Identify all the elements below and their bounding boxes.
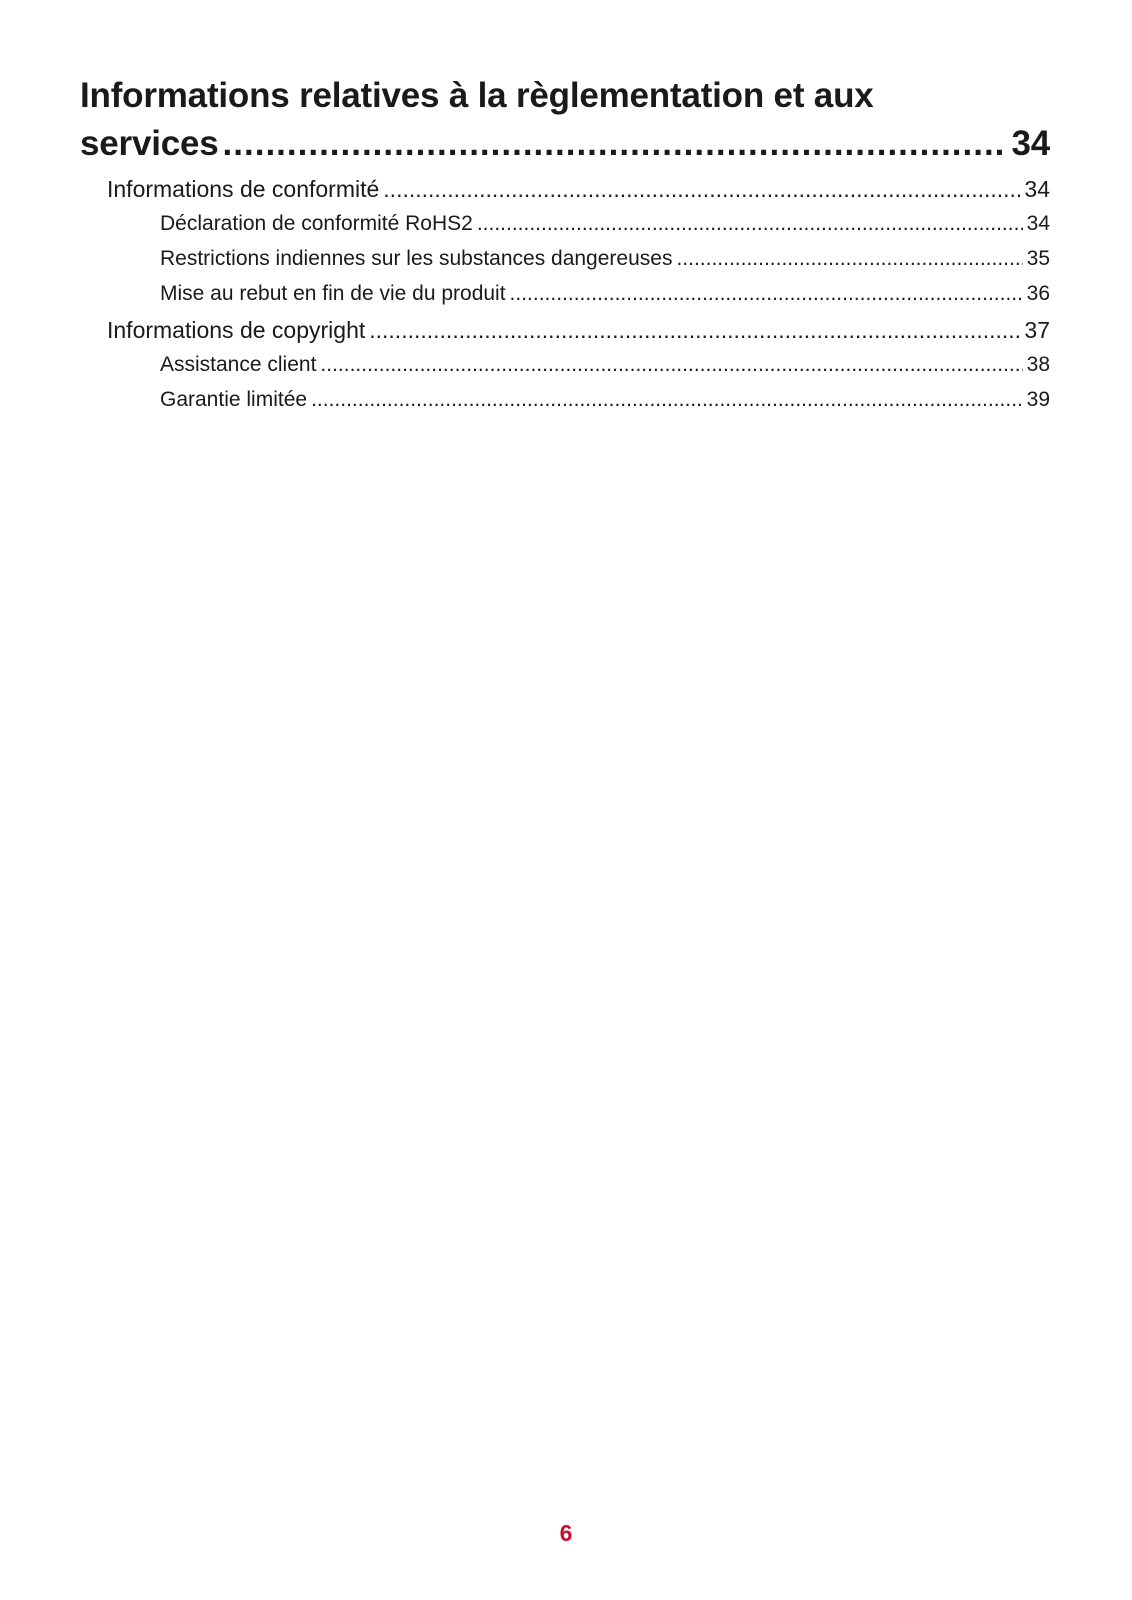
toc-chapter-entry[interactable] (80, 122, 1050, 174)
toc-chapter-title[interactable]: Informations relatives à la règlementation et aux (80, 76, 874, 115)
dot-leader (676, 245, 1022, 273)
toc-page-number: 34 (1024, 176, 1050, 202)
toc-entry-label: Informations de conformité (107, 176, 380, 202)
dot-leader (320, 351, 1022, 379)
dot-leader (223, 122, 1008, 166)
toc-entry-informations-de-copyright[interactable] (80, 315, 1050, 351)
dot-leader (510, 280, 1023, 308)
page-number: 6 (559, 1520, 573, 1546)
toc-page-number: 37 (1024, 317, 1050, 343)
dot-leader (369, 315, 1020, 345)
toc-entry-label: Garantie limitée (160, 388, 308, 411)
toc-entry-label: Restrictions indiennes sur les substances dangereuses (160, 247, 673, 270)
dot-leader (311, 386, 1023, 414)
toc-entry-declaration-rohs2[interactable] (80, 210, 1050, 245)
toc-entry-label: Assistance client (160, 353, 317, 376)
dot-leader (383, 174, 1020, 204)
toc-entry-label: Mise au rebut en fin de vie du produit (160, 282, 506, 305)
toc-entry-informations-de-conformite[interactable] (80, 174, 1050, 210)
table-of-contents (80, 74, 1050, 421)
toc-page-number: 34 (1026, 212, 1050, 235)
dot-leader (477, 210, 1023, 238)
toc-page-number: 38 (1026, 353, 1050, 376)
toc-entry-label: Informations de copyright (107, 317, 366, 343)
toc-entry-restrictions-indiennes[interactable] (80, 245, 1050, 280)
toc-page-number: 34 (1011, 124, 1050, 163)
toc-entry-label: Déclaration de conformité RoHS2 (160, 212, 473, 235)
toc-entry-mise-au-rebut[interactable] (80, 280, 1050, 315)
toc-entry-garantie-limitee[interactable] (80, 386, 1050, 421)
toc-page-number: 36 (1026, 282, 1050, 305)
toc-page-number: 39 (1026, 388, 1050, 411)
toc-entry-assistance-client[interactable] (80, 351, 1050, 386)
toc-page-number: 35 (1026, 247, 1050, 270)
toc-chapter-title-cont: services (80, 124, 219, 163)
